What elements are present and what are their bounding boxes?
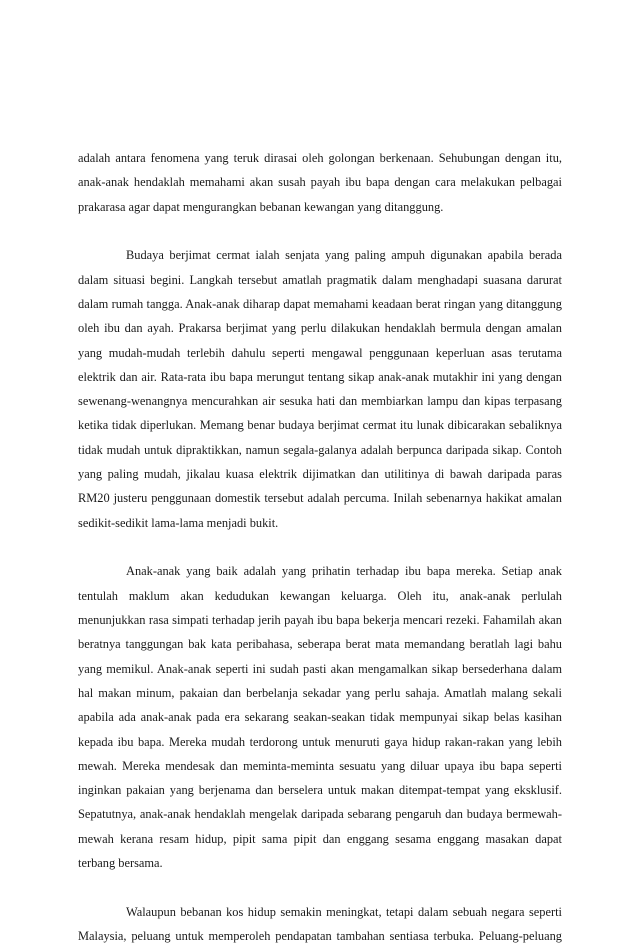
paragraph-line: adalah antara fenomena yang teruk dirasai oleh golongan berkenaan. Sehubungan dengan itu, — [78, 151, 562, 165]
paragraph-line: Anak-anak yang baik adalah yang prihatin terhadap ibu bapa mereka. Setiap anak — [126, 564, 562, 579]
paragraph-line: yang paling mudah, jikalau kuasa elektrik dijimatkan dan utilitinya di bawah daripada paras — [78, 467, 562, 482]
paragraph-line: inginkan pakaian yang berjenama dan berselera untuk makan ditempat-tempat yang eksklusif. — [78, 783, 562, 798]
paragraph-line: RM20 justeru penggunaan domestik tersebut adalah percuma. Inilah sebenarnya hakikat amalan — [78, 491, 562, 506]
paragraph-line: ketika tidak diperlukan. Memang benar budaya berjimat cermat itu lunak dibicarakan sebaliknya — [78, 418, 562, 433]
paragraph-line: tidak mudah untuk dipraktikkan, namun segala-galanya adalah berpunca daripada sikap. Contoh — [78, 442, 562, 457]
paragraph-line: yang mudah-mudah terlebih dahulu seperti mengawal penggunaan keperluan asas terutama — [78, 345, 562, 360]
paragraph-line: Budaya berjimat cermat ialah senjata yang paling ampuh digunakan apabila berada — [126, 248, 562, 263]
paragraph-3 — [78, 559, 562, 875]
paragraph-gap — [78, 875, 562, 900]
paragraph-line: sewenang-wenangnya mencurahkan air sesuka hati dan membiarkan lampu dan kipas terpasang — [78, 394, 562, 409]
paragraph-line: dalam rumah tangga. Anak-anak diharap dapat memahami keadaan berat ringan yang ditanggung — [78, 296, 562, 311]
paragraph-1 — [78, 146, 562, 219]
paragraph-line: dalam situasi begini. Langkah tersebut amatlah pragmatik dalam menghadapi suasana darurat — [78, 272, 562, 287]
paragraph-line: Walaupun bebanan kos hidup semakin meningkat, tetapi dalam sebuah negara seperti — [126, 904, 562, 919]
paragraph-line: oleh ibu dan ayah. Prakarsa berjimat yang perlu dilakukan hendaklah bermula dengan amalan — [78, 321, 562, 336]
paragraph-4 — [78, 900, 562, 948]
paragraph-line: kepada ibu bapa. Mereka mudah terdorong untuk menuruti gaya hidup rakan-rakan yang lebih — [78, 734, 562, 749]
paragraph-line: prakarasa agar dapat mengurangkan bebanan kewangan yang ditanggung. — [78, 199, 444, 214]
paragraph-line: Malaysia, peluang untuk memperoleh pendapatan tambahan sentiasa terbuka. Peluang-peluang — [78, 929, 562, 944]
paragraph-2 — [78, 243, 562, 535]
paragraph-gap — [78, 219, 562, 244]
paragraph-line: apabila ada anak-anak pada era sekarang seakan-seakan tidak mempunyai sikap belas kasihan — [78, 710, 562, 725]
paragraph-line: hal makan minum, pakaian dan berbelanja sekadar yang perlu sahaja. Amatlah malang sekali — [78, 685, 562, 700]
paragraph-gap — [78, 535, 562, 560]
paragraph-line: mewah. Mereka mendesak dan meminta-meminta sesuatu yang diluar upaya ibu bapa seperti — [78, 758, 562, 773]
paragraph-line: terbang bersama. — [78, 856, 163, 871]
paragraph-line: yang memikul. Anak-anak seperti ini sudah pasti akan mengamalkan sikap bersederhana dalam — [78, 661, 562, 676]
essay-body — [78, 146, 562, 948]
paragraph-line: Sepatutnya, anak-anak hendaklah mengelak daripada sebarang pengaruh dan budaya bermewah- — [78, 807, 562, 822]
paragraph-line: anak-anak hendaklah memahami akan susah payah ibu bapa dengan cara melakukan pelbagai — [78, 175, 562, 190]
paragraph-line: elektrik dan air. Rata-rata ibu bapa merungut tentang sikap anak-anak mutakhir ini yang dengan — [78, 369, 562, 384]
paragraph-line: tentulah maklum akan kedudukan kewangan keluarga. Oleh itu, anak-anak perlulah — [78, 588, 562, 603]
paragraph-line: menunjukkan rasa simpati terhadap jerih payah ibu bapa bekerja mencari rezeki. Fahamilah akan — [78, 613, 562, 628]
paragraph-line: mewah kerana resam hidup, pipit sama pipit dan enggang sesama enggang masakan dapat — [78, 831, 562, 846]
paragraph-line: beratnya tanggungan bak kata peribahasa, seberapa berat mata memandang beratlah lagi bahu — [78, 637, 562, 652]
paragraph-line: sedikit-sedikit lama-lama menjadi bukit. — [78, 515, 279, 530]
